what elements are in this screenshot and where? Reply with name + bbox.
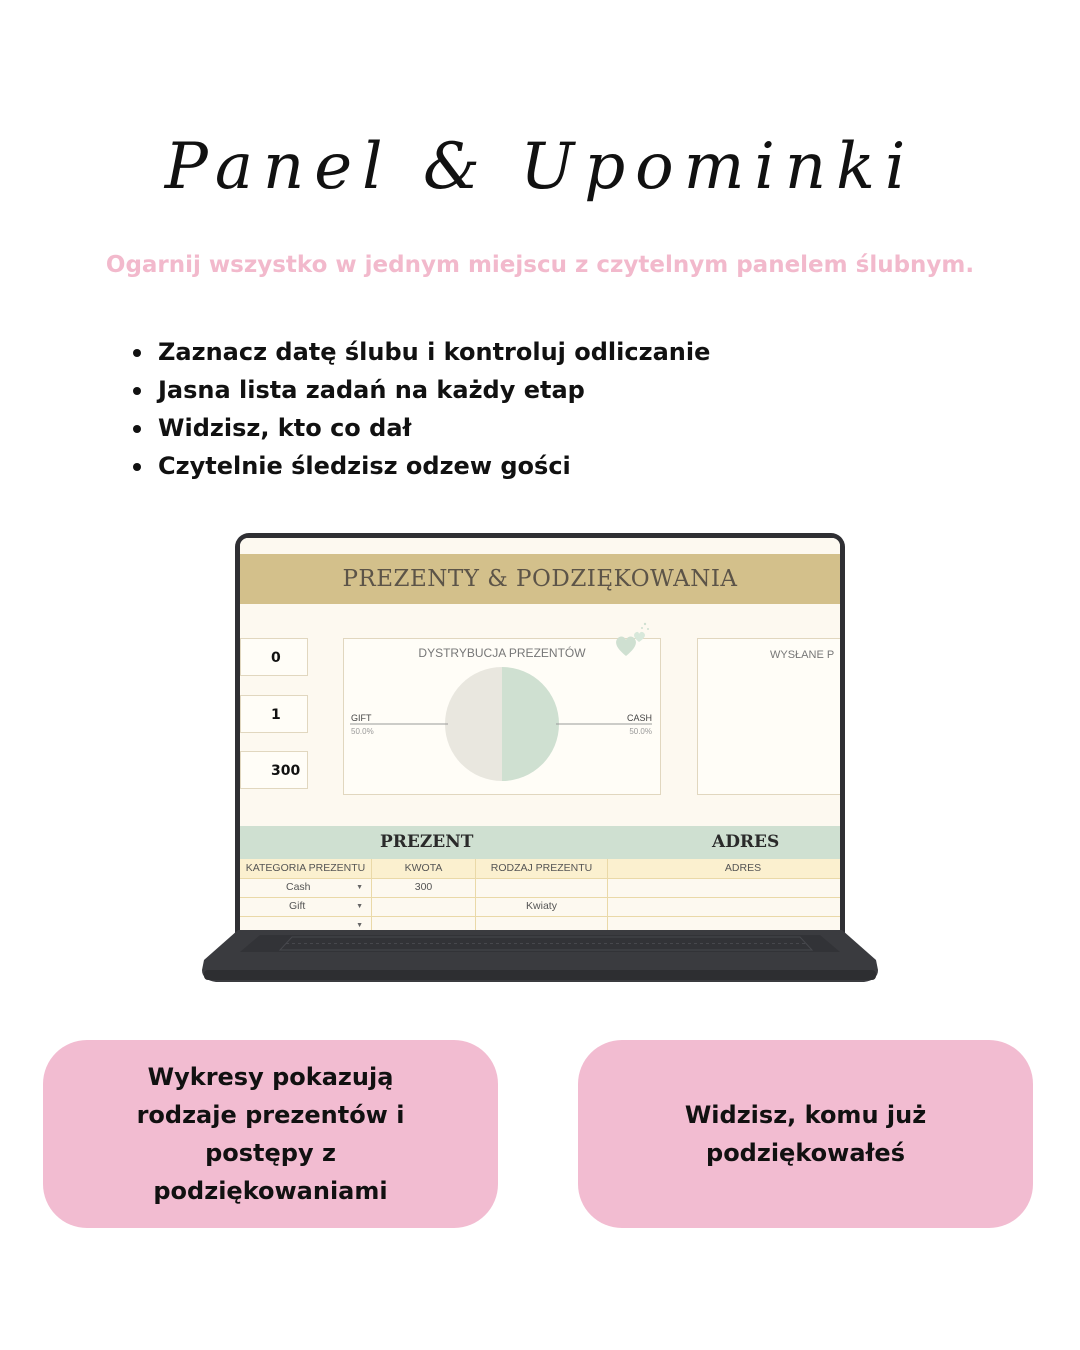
stat-box: 0	[240, 638, 308, 676]
feature-item: Widzisz, kto co dał	[131, 409, 710, 447]
feature-list	[131, 333, 710, 485]
pie-slice-gift	[445, 667, 502, 781]
amount-cell[interactable]	[372, 897, 476, 916]
laptop-keyboard-base	[200, 930, 880, 984]
sheet-top-strip	[240, 538, 840, 554]
column-header: KWOTA	[372, 859, 476, 878]
gift-type-cell[interactable]	[476, 878, 608, 897]
pie-label-cash: CASH	[626, 713, 652, 723]
pie-value-gift: 50.0%	[351, 727, 374, 736]
table-row	[240, 878, 840, 898]
info-card-charts	[43, 1040, 498, 1228]
card-text: Widzisz, komu już podziękowałeś	[684, 1101, 927, 1167]
address-cell[interactable]	[608, 897, 840, 916]
spreadsheet-screen	[240, 538, 840, 930]
feature-item: Jasna lista zadań na każdy etap	[131, 371, 710, 409]
gift-type-cell[interactable]: Kwiaty	[476, 897, 608, 916]
column-header: RODZAJ PREZENTU	[476, 859, 608, 878]
card-text: Wykresy pokazują rodzaje prezentów i postępy z podziękowaniami	[136, 1063, 405, 1205]
pie-label-gift: GIFT	[351, 713, 372, 723]
section-prezent: PREZENT	[380, 832, 474, 852]
gift-type-cell[interactable]	[476, 916, 608, 930]
feature-item: Czytelnie śledzisz odzew gości	[131, 447, 710, 485]
table-row	[240, 916, 840, 930]
panel2-title: WYSŁANE P	[770, 649, 835, 661]
hearts-decoration-icon	[612, 616, 652, 664]
laptop-screen	[235, 533, 845, 933]
column-header: ADRES	[724, 862, 762, 874]
table-row	[240, 897, 840, 917]
column-header: KATEGORIA PREZENTU	[240, 859, 372, 878]
address-cell[interactable]	[608, 916, 840, 930]
chart-title: DYSTRYBUCJA PREZENTÓW	[418, 646, 586, 660]
section-header	[240, 826, 840, 859]
category-cell[interactable]: Cash ▼	[240, 878, 372, 897]
info-card-thanks	[578, 1040, 1033, 1228]
sheet-title: PREZENTY & PODZIĘKOWANIA	[240, 554, 840, 604]
stat-box: 1	[240, 695, 308, 733]
pie-value-cash: 50.0%	[629, 727, 652, 736]
feature-item: Zaznacz datę ślubu i kontroluj odliczanie	[131, 333, 710, 371]
amount-cell[interactable]	[372, 916, 476, 930]
page-subtitle: Ogarnij wszystko w jednym miejscu z czytelnym panelem ślubnym.	[105, 252, 975, 278]
pie-slice-cash	[502, 667, 559, 781]
section-adres: ADRES	[712, 832, 780, 852]
amount-cell[interactable]: 300	[372, 878, 476, 897]
page-title: Panel & Upominki	[164, 130, 916, 204]
sent-thanks-panel	[697, 638, 840, 795]
table-header-row	[240, 859, 840, 879]
stat-box: 300	[240, 751, 308, 789]
category-cell[interactable]: ▼	[240, 916, 372, 930]
address-cell[interactable]	[608, 878, 840, 897]
category-cell[interactable]: Gift ▼	[240, 897, 372, 916]
